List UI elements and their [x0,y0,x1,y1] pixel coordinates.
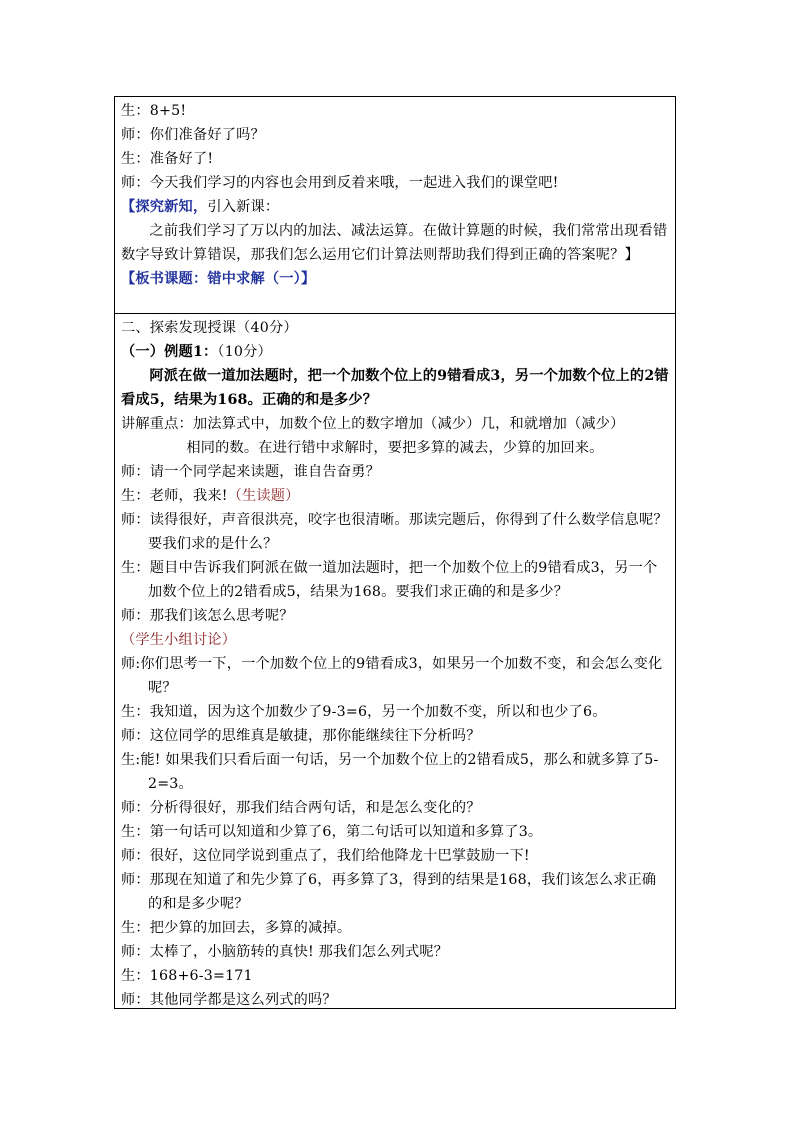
dialogue-line: 生：准备好了! [121,151,214,167]
dialogue-line: 师：读得很好，声音很洪亮，咬字也很清晰。那读完题后，你得到了什么数学信息呢？要我们求的是什么？ [121,512,668,552]
explore-prefix: 【探究新知， [121,199,208,215]
dialogue-line: 师：很好，这位同学说到重点了，我们给他降龙十巴掌鼓励一下! [121,848,530,864]
lesson-table [114,96,676,1009]
dialogue-line: 师：你们准备好了吗？ [121,127,265,143]
table-cell-explore [115,313,675,1008]
explore-rest: 引入新课： [207,199,280,215]
stage-note: （生读题） [227,488,300,504]
table-cell-intro [115,97,675,313]
example-heading [121,340,669,364]
board-title: 【板书课题：错中求解（一）】 [121,271,316,287]
example-problem: 阿派在做一道加法题时，把一个加数个位上的9错看成3，另一个加数个位上的2错看成5，结果为168。正确的和是多少？ [121,368,669,408]
dialogue-line: 生：第一句话可以知道和少算了6，第二句话可以知道和多算了3。 [121,824,543,840]
dialogue-line: 生：我知道，因为这个加数少了9-3=6，另一个加数不变，所以和也少了6。 [121,704,607,720]
dialogue-line: 师：那我们该怎么思考呢？ [121,608,294,624]
example-label: （一）例题1： [121,344,218,360]
dialogue-line: 师：那现在知道了和先少算了6，再多算了3，得到的结果是168，我们该怎么求正确的和是多少呢？ [121,872,657,912]
dialogue-line [121,484,669,508]
dialogue-line: 生:能! 如果我们只看后面一句话，另一个加数个位上的2错看成5，那么和就多算了5-2=3。 [121,752,659,792]
key-point-line1: 讲解重点：加法算式中，加数个位上的数字增加（减少）几，和就增加（减少） [121,416,625,432]
section-heading: 二、探索发现授课（40分） [121,320,298,336]
dialogue-line: 师：请一个同学起来读题，谁自告奋勇？ [121,464,380,480]
dialogue-line: 生：168+6-3=171 [121,968,253,984]
stage-note: （学生小组讨论） [121,632,237,648]
dialogue-line: 师：分析得很好，那我们结合两句话，和是怎么变化的？ [121,800,481,816]
dialogue-line: 生：题目中告诉我们阿派在做一道加法题时，把一个加数个位上的9错看成3，另一个加数个位上的2错看成5，结果为168。要我们求正确的和是多少？ [121,560,658,600]
explore-heading [121,195,669,219]
dialogue-line: 师：其他同学都是这么列式的吗？ [121,992,337,1008]
example-time: （10分） [217,344,272,360]
key-point-line2: 相同的数。在进行错中求解时，要把多算的减去，少算的加回来。 [186,440,604,456]
dialogue-line: 师:你们思考一下，一个加数个位上的9错看成3，如果另一个加数不变，和会怎么变化呢？ [121,656,663,696]
dialogue-line: 生：把少算的加回去，多算的减掉。 [121,920,352,936]
dialogue-line: 师：这位同学的思维真是敏捷，那你能继续往下分析吗？ [121,728,481,744]
dialogue-line: 师：今天我们学习的内容也会用到反着来哦，一起进入我们的课堂吧! [121,175,559,191]
dialogue-text: 生：老师，我来! [121,488,228,504]
dialogue-line: 生：8+5! [121,103,187,119]
dialogue-line: 师：太棒了，小脑筋转的真快! 那我们怎么列式呢？ [121,944,449,960]
intro-paragraph: 之前我们学习了万以内的加法、减法运算。在做计算题的时候，我们常常出现看错数字导致计算错误，那我们怎么运用它们计算法则帮助我们得到正确的答案呢？】 [121,223,668,263]
